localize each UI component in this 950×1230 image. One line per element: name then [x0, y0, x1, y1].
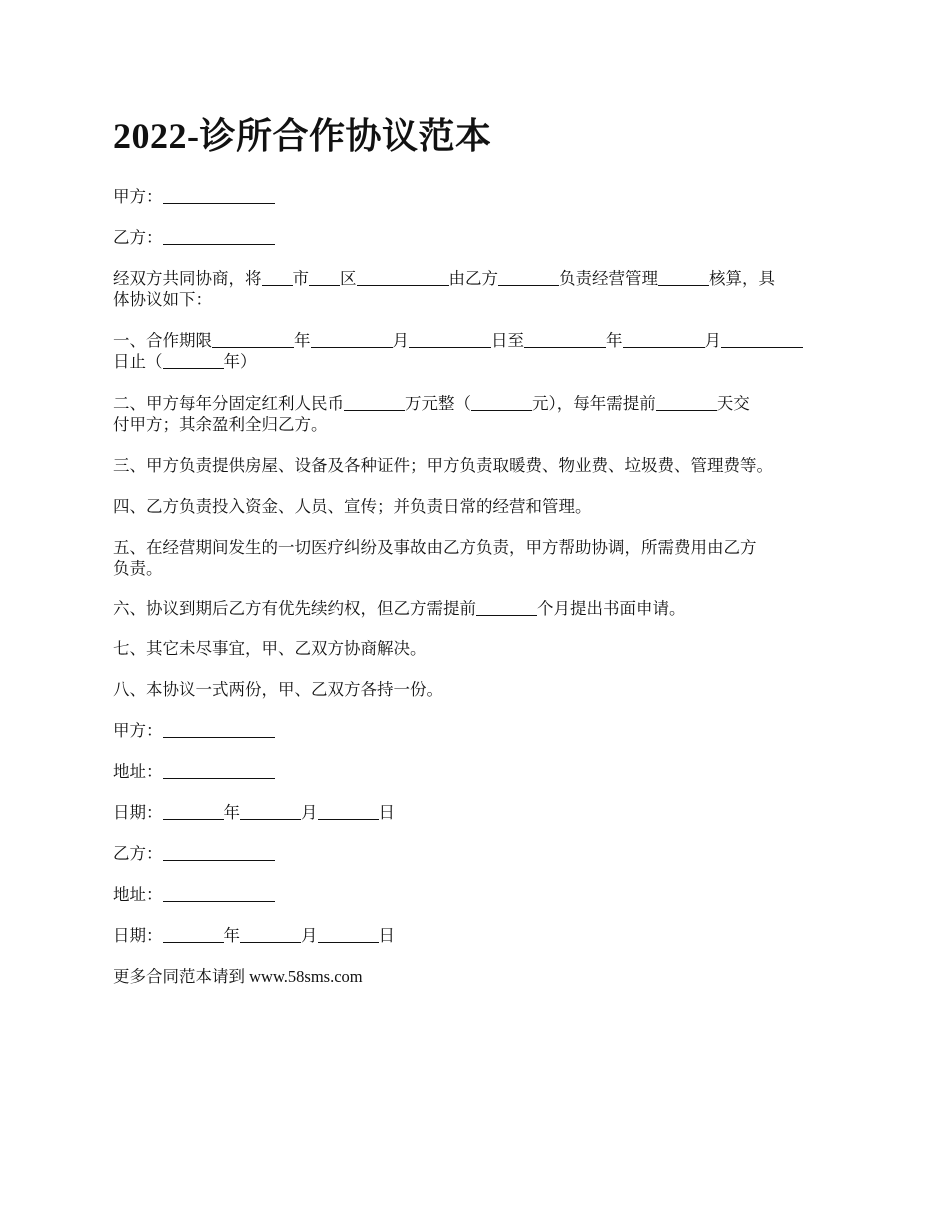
- clause-2: [113, 393, 750, 435]
- sign-a-day-blank[interactable]: [318, 802, 379, 820]
- clause-7: 七、其它未尽事宜，甲、乙双方协商解决。: [113, 639, 427, 658]
- clause-3: 三、甲方负责提供房屋、设备及各种证件；甲方负责取暖费、物业费、垃圾费、管理费等。: [113, 456, 773, 475]
- clause-4: 四、乙方负责投入资金、人员、宣传；并负责日常的经营和管理。: [113, 497, 592, 516]
- intro-paragraph: [113, 268, 775, 310]
- sign-a-day: 日: [378, 803, 395, 822]
- sign-a-party-label: 甲方：: [113, 721, 163, 740]
- clause-2-text-3: 元），每年需提前: [532, 394, 656, 413]
- premises-blank[interactable]: [357, 268, 449, 286]
- term-years-blank[interactable]: [163, 351, 224, 369]
- sign-b-month: 月: [301, 926, 318, 945]
- sign-a-party-line: [113, 720, 275, 741]
- clause-1-month-2: 月: [704, 331, 721, 350]
- sign-b-party-label: 乙方：: [113, 844, 163, 863]
- sign-a-address-line: [113, 761, 275, 782]
- sign-b-year: 年: [223, 926, 240, 945]
- clause-1-month: 月: [392, 331, 409, 350]
- footer-note: 更多合同范本请到 www.58sms.com: [113, 967, 363, 986]
- clause-5-line1: 五、在经营期间发生的一切医疗纠纷及事故由乙方负责，甲方帮助协调，所需费用由乙方: [113, 538, 757, 557]
- accounting-blank[interactable]: [658, 268, 709, 286]
- intro-text-3: 区: [340, 269, 357, 288]
- clause-1-year-2: 年: [606, 331, 623, 350]
- sign-a-date-line: [113, 802, 395, 823]
- sign-b-address-label: 地址：: [113, 885, 163, 904]
- dividend-wan-blank[interactable]: [344, 393, 405, 411]
- clause-2-line2: 付甲方；其余盈利全归乙方。: [113, 415, 328, 434]
- sign-a-address-label: 地址：: [113, 762, 163, 781]
- sign-a-year-blank[interactable]: [163, 802, 224, 820]
- party-a-blank[interactable]: [163, 186, 275, 204]
- clause-1: [113, 330, 803, 372]
- end-year-blank[interactable]: [524, 330, 606, 348]
- intro-text-2: 市: [292, 269, 309, 288]
- party-a-line: [113, 186, 275, 207]
- clause-1-line2-b: 年）: [223, 352, 257, 371]
- end-day-blank[interactable]: [721, 330, 803, 348]
- sign-b-party-line: [113, 843, 275, 864]
- intro-text-1: 经双方共同协商，将: [113, 269, 262, 288]
- start-month-blank[interactable]: [311, 330, 393, 348]
- sign-b-day: 日: [378, 926, 395, 945]
- party-b-line: [113, 227, 275, 248]
- clause-6-text-1: 六、协议到期后乙方有优先续约权，但乙方需提前: [113, 599, 476, 618]
- clause-6-text-2: 个月提出书面申请。: [537, 599, 686, 618]
- sign-a-party-blank[interactable]: [163, 720, 275, 738]
- clause-1-text: 一、合作期限: [113, 331, 212, 350]
- city-blank[interactable]: [262, 268, 293, 286]
- sign-a-address-blank[interactable]: [163, 761, 275, 779]
- start-year-blank[interactable]: [212, 330, 294, 348]
- clause-5: [113, 537, 757, 579]
- party-b-blank[interactable]: [163, 227, 275, 245]
- intro-text-line2: 体协议如下：: [113, 290, 212, 309]
- clause-2-text-2: 万元整（: [405, 394, 471, 413]
- document-title: 2022-诊所合作协议范本: [113, 116, 492, 156]
- district-blank[interactable]: [309, 268, 340, 286]
- sign-b-address-line: [113, 884, 275, 905]
- advance-days-blank[interactable]: [656, 393, 717, 411]
- intro-text-5: 负责经营管理: [559, 269, 658, 288]
- clause-5-line2: 负责。: [113, 559, 163, 578]
- sign-b-day-blank[interactable]: [318, 925, 379, 943]
- sign-b-address-blank[interactable]: [163, 884, 275, 902]
- sign-a-month: 月: [301, 803, 318, 822]
- end-month-blank[interactable]: [623, 330, 705, 348]
- party-b-label: 乙方：: [113, 228, 163, 247]
- start-day-blank[interactable]: [409, 330, 491, 348]
- party-a-label: 甲方：: [113, 187, 163, 206]
- operator-blank[interactable]: [498, 268, 559, 286]
- clause-2-text-1: 二、甲方每年分固定红利人民币: [113, 394, 344, 413]
- sign-b-year-blank[interactable]: [163, 925, 224, 943]
- intro-text-6: 核算，具: [709, 269, 775, 288]
- dividend-yuan-blank[interactable]: [471, 393, 532, 411]
- clause-2-text-4: 天交: [716, 394, 750, 413]
- clause-8: 八、本协议一式两份，甲、乙双方各持一份。: [113, 680, 443, 699]
- sign-b-month-blank[interactable]: [240, 925, 301, 943]
- clause-1-line2-a: 日止（: [113, 352, 163, 371]
- sign-b-date-label: 日期：: [113, 926, 163, 945]
- clause-1-year: 年: [294, 331, 311, 350]
- sign-a-date-label: 日期：: [113, 803, 163, 822]
- renewal-months-blank[interactable]: [476, 598, 537, 616]
- sign-a-month-blank[interactable]: [240, 802, 301, 820]
- clause-6: [113, 598, 686, 619]
- intro-text-4: 由乙方: [448, 269, 498, 288]
- sign-a-year: 年: [223, 803, 240, 822]
- clause-1-day-to: 日至: [491, 331, 524, 350]
- sign-b-date-line: [113, 925, 395, 946]
- sign-b-party-blank[interactable]: [163, 843, 275, 861]
